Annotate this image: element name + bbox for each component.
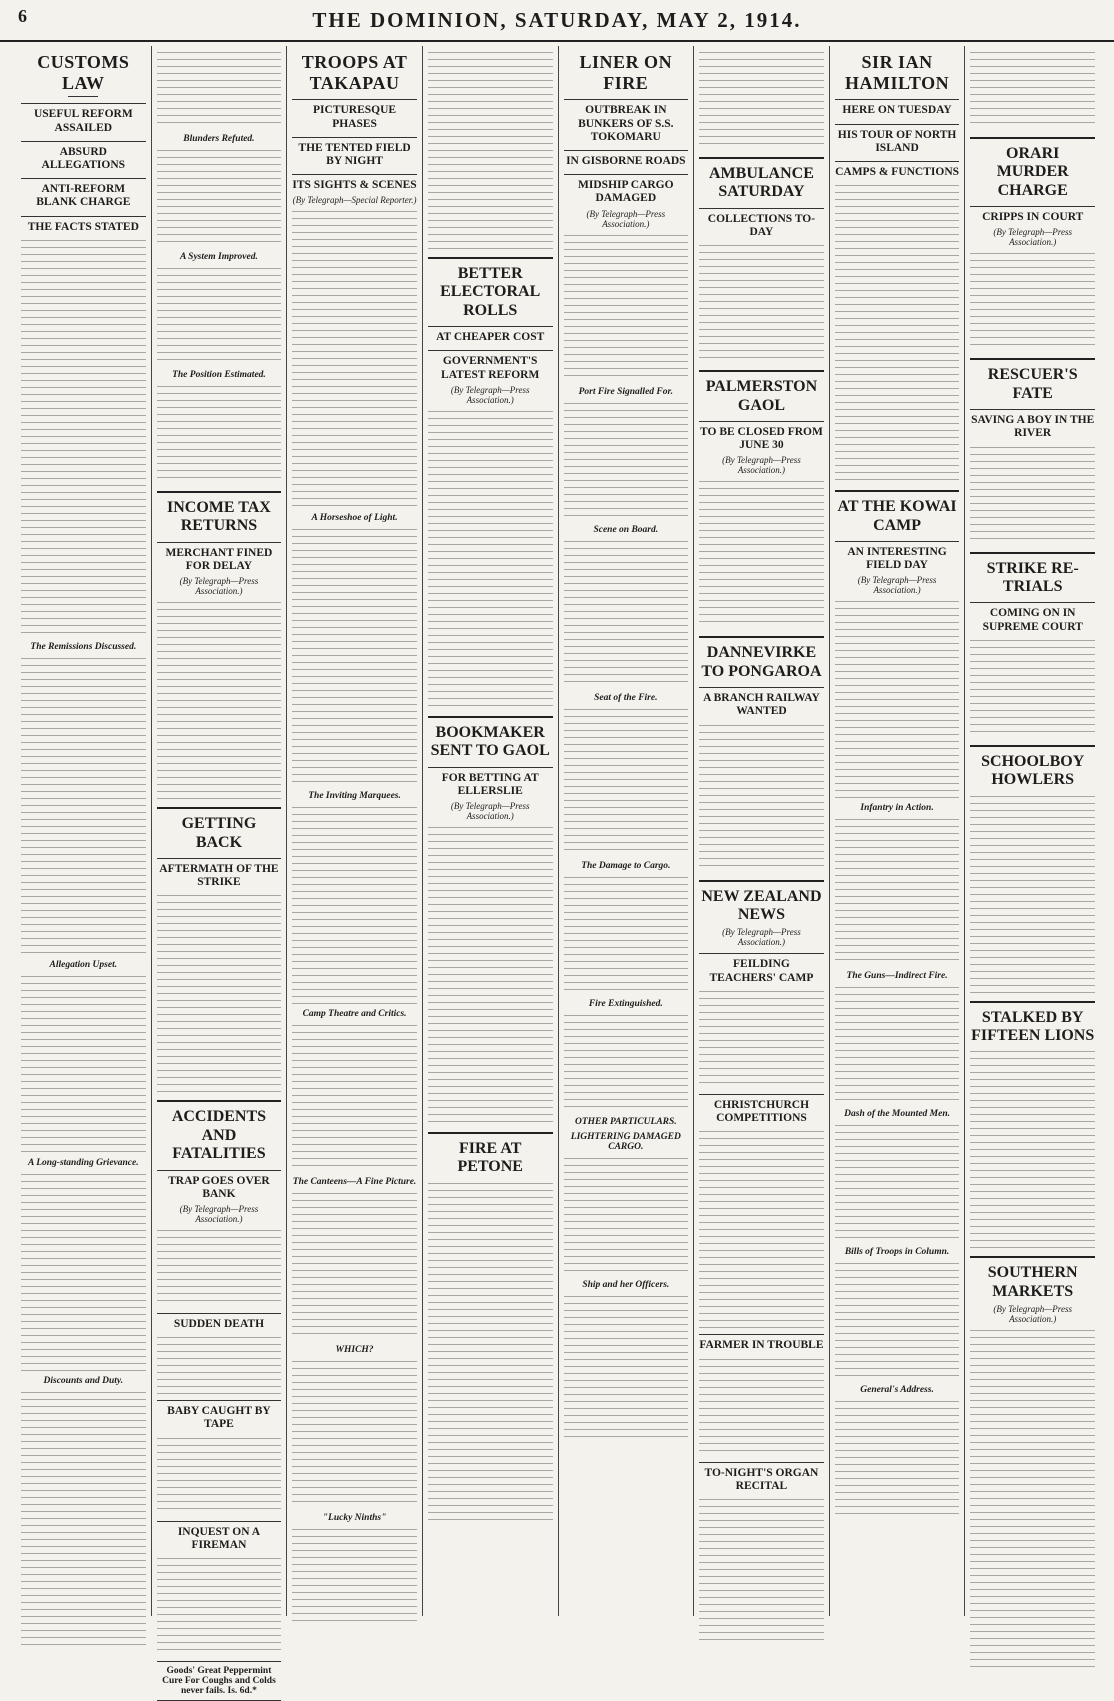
article-body bbox=[835, 1260, 960, 1380]
subheadline: CHRISTCHURCH COMPETITIONS bbox=[699, 1094, 824, 1125]
section-subhead: WHICH? bbox=[335, 1345, 374, 1356]
byline: (By Telegraph—Press Association.) bbox=[722, 927, 801, 948]
section-subhead: Seat of the Fire. bbox=[594, 692, 658, 703]
section-subhead: The Damage to Cargo. bbox=[581, 860, 671, 871]
article-body bbox=[835, 1398, 960, 1518]
section-subhead: Camp Theatre and Critics. bbox=[302, 1009, 407, 1020]
article-body bbox=[292, 526, 417, 786]
section-subhead: OTHER PARTICULARS. bbox=[574, 1116, 677, 1127]
subheadline: THE TENTED FIELD BY NIGHT bbox=[292, 137, 417, 168]
article-body bbox=[157, 1435, 282, 1515]
section-subhead: Fire Extinguished. bbox=[588, 998, 663, 1009]
article-body bbox=[157, 599, 282, 799]
article-body bbox=[970, 444, 1095, 544]
section-subhead: A Long-standing Grievance. bbox=[28, 1157, 139, 1168]
subheadline: MIDSHIP CARGO DAMAGED bbox=[564, 174, 689, 205]
byline: (By Telegraph—Press Association.) bbox=[586, 208, 666, 229]
section-subhead: General's Address. bbox=[860, 1385, 934, 1396]
article-body bbox=[564, 874, 689, 994]
byline: (By Telegraph—Special Reporter.) bbox=[292, 195, 417, 206]
headline: INCOME TAX RETURNS bbox=[157, 491, 282, 536]
masthead bbox=[0, 0, 1114, 42]
subheadline: SAVING A BOY IN THE RIVER bbox=[970, 409, 1095, 440]
article-body bbox=[428, 824, 553, 1124]
subheadline: INQUEST ON A FIREMAN bbox=[157, 1521, 282, 1552]
headline: NEW ZEALAND NEWS bbox=[699, 880, 824, 925]
section-subhead: Scene on Board. bbox=[593, 524, 659, 535]
subheadline: OUTBREAK IN BUNKERS OF S.S. TOKOMARU bbox=[564, 99, 689, 144]
column-5 bbox=[559, 46, 695, 1616]
headline: FIRE AT PETONE bbox=[428, 1132, 553, 1177]
article-body bbox=[564, 400, 689, 520]
headline: ORARI MURDER CHARGE bbox=[970, 137, 1095, 200]
headline: AMBULANCE SATURDAY bbox=[699, 157, 824, 202]
subheadline: AT CHEAPER COST bbox=[428, 326, 553, 344]
headline: ACCIDENTS AND FATALITIES bbox=[157, 1100, 282, 1163]
article-body bbox=[564, 1155, 689, 1275]
section-subhead: Port Fire Signalled For. bbox=[578, 386, 674, 397]
subheadline: SUDDEN DEATH bbox=[157, 1313, 282, 1331]
article-body bbox=[699, 988, 824, 1088]
article-body bbox=[835, 1122, 960, 1242]
byline: (By Telegraph—Press Association.) bbox=[993, 1304, 1072, 1325]
article-body bbox=[699, 1496, 824, 1646]
subheadline: ABSURD ALLEGATIONS bbox=[21, 141, 146, 172]
article-body bbox=[21, 1389, 146, 1649]
headline: SCHOOLBOY HOWLERS bbox=[970, 745, 1095, 790]
section-subhead: The Remissions Discussed. bbox=[30, 641, 137, 652]
article-body bbox=[970, 1048, 1095, 1248]
article-body bbox=[699, 722, 824, 872]
article-body bbox=[157, 49, 282, 129]
headline: DANNEVIRKE TO PONGAROA bbox=[699, 636, 824, 681]
subheadline: FEILDING TEACHERS' CAMP bbox=[699, 953, 824, 984]
article-body bbox=[699, 478, 824, 628]
subheadline: PICTURESQUE PHASES bbox=[292, 99, 417, 130]
subheadline: FOR BETTING AT ELLERSLIE bbox=[428, 767, 553, 798]
article-body bbox=[564, 1293, 689, 1443]
section-subhead: The Position Estimated. bbox=[172, 370, 266, 380]
subheadline: HERE ON TUESDAY bbox=[835, 99, 960, 117]
subheadline: A BRANCH RAILWAY WANTED bbox=[699, 687, 824, 718]
article-body bbox=[157, 147, 282, 247]
subheadline: HIS TOUR OF NORTH ISLAND bbox=[835, 124, 960, 155]
subheadline: CRIPPS IN COURT bbox=[970, 206, 1095, 224]
section-subhead: The Guns—Indirect Fire. bbox=[846, 971, 948, 982]
article-body bbox=[292, 1526, 417, 1626]
headline: SIR IAN HAMILTON bbox=[845, 52, 950, 93]
article-body bbox=[292, 804, 417, 1004]
column-6 bbox=[694, 46, 830, 1616]
article-body bbox=[699, 242, 824, 362]
columns bbox=[16, 46, 1100, 1697]
article-body bbox=[157, 1334, 282, 1394]
headline: STRIKE RE-TRIALS bbox=[970, 552, 1095, 597]
article-body bbox=[21, 237, 146, 637]
article-body bbox=[292, 1190, 417, 1340]
article-body bbox=[564, 706, 689, 856]
column-2 bbox=[152, 46, 288, 1697]
section-subhead: Dash of the Mounted Men. bbox=[844, 1109, 950, 1120]
article-body bbox=[157, 1227, 282, 1307]
byline: (By Telegraph—Press Association.) bbox=[722, 455, 801, 476]
section-subhead: Allegation Upset. bbox=[49, 959, 118, 970]
article-body bbox=[699, 1356, 824, 1456]
headline: RESCUER'S FATE bbox=[970, 358, 1095, 403]
section-subhead: The Inviting Marquees. bbox=[308, 791, 401, 802]
subheadline: USEFUL REFORM ASSAILED bbox=[21, 103, 146, 134]
section-subhead: Blunders Refuted. bbox=[183, 134, 255, 144]
article-body bbox=[835, 816, 960, 966]
article-body bbox=[970, 49, 1095, 129]
article-body bbox=[21, 1171, 146, 1371]
advertisement: Goods' Great Peppermint Cure For Coughs and Colds never fails. Is. 6d.* bbox=[157, 1661, 282, 1701]
headline: AT THE KOWAI CAMP bbox=[835, 490, 960, 535]
section-subhead: A Horseshoe of Light. bbox=[311, 513, 398, 524]
article-body bbox=[428, 49, 553, 249]
headline: CUSTOMS LAW bbox=[37, 52, 130, 93]
headline: PALMERSTON GAOL bbox=[699, 370, 824, 415]
subheadline: ANTI-REFORM BLANK CHARGE bbox=[21, 178, 146, 209]
column-7 bbox=[830, 46, 966, 1616]
byline: (By Telegraph—Press Association.) bbox=[450, 801, 530, 822]
subheadline: THE FACTS STATED bbox=[21, 216, 146, 234]
article-body bbox=[21, 655, 146, 955]
headline: TROOPS AT TAKAPAU bbox=[301, 52, 408, 93]
subheadline: AFTERMATH OF THE STRIKE bbox=[157, 858, 282, 889]
subheadline: FARMER IN TROUBLE bbox=[699, 1334, 824, 1352]
article-body bbox=[157, 1555, 282, 1655]
article-body bbox=[292, 208, 417, 508]
byline: (By Telegraph—Press Association.) bbox=[179, 1204, 259, 1225]
subheadline: IN GISBORNE ROADS bbox=[564, 150, 689, 168]
column-8 bbox=[965, 46, 1100, 1616]
article-body bbox=[970, 637, 1095, 737]
headline: BETTER ELECTORAL ROLLS bbox=[428, 257, 553, 320]
article-body bbox=[970, 250, 1095, 350]
column-3 bbox=[287, 46, 423, 1616]
section-subhead: "Lucky Ninths" bbox=[322, 1513, 387, 1524]
headline: BOOKMAKER SENT TO GAOL bbox=[428, 716, 553, 761]
article-body bbox=[428, 408, 553, 708]
section-subhead: The Canteens—A Fine Picture. bbox=[292, 1177, 417, 1188]
byline: (By Telegraph—Press Association.) bbox=[857, 575, 937, 596]
subheadline: BABY CAUGHT BY TAPE bbox=[157, 1400, 282, 1431]
paper-title: THE DOMINION, SATURDAY, MAY 2, 1914. bbox=[312, 7, 802, 32]
article-body bbox=[292, 1358, 417, 1508]
article-body bbox=[564, 1012, 689, 1112]
headline: GETTING BACK bbox=[157, 807, 282, 852]
byline: (By Telegraph—Press Association.) bbox=[179, 576, 259, 597]
section-subhead: Bills of Troops in Column. bbox=[844, 1247, 950, 1258]
article-body bbox=[835, 984, 960, 1104]
article-body bbox=[970, 793, 1095, 993]
subheadline: COMING ON IN SUPREME COURT bbox=[970, 602, 1095, 633]
article-body bbox=[699, 49, 824, 149]
headline: SOUTHERN MARKETS bbox=[970, 1256, 1095, 1301]
byline: (By Telegraph—Press Association.) bbox=[993, 227, 1072, 248]
article-body bbox=[970, 1327, 1095, 1667]
column-4 bbox=[423, 46, 559, 1616]
subheadline: GOVERNMENT'S LATEST REFORM bbox=[428, 350, 553, 381]
article-body bbox=[292, 1022, 417, 1172]
section-subhead: Infantry in Action. bbox=[860, 803, 934, 814]
subheadline: AN INTERESTING FIELD DAY bbox=[835, 541, 960, 572]
page-number: 6 bbox=[18, 6, 27, 26]
article-body bbox=[428, 1180, 553, 1520]
section-subhead: Ship and her Officers. bbox=[582, 1279, 670, 1290]
column-1 bbox=[16, 46, 152, 1616]
article-body bbox=[564, 232, 689, 382]
byline: (By Telegraph—Press Association.) bbox=[450, 384, 530, 405]
section-subhead: Discounts and Duty. bbox=[43, 1375, 124, 1386]
subheadline: ITS SIGHTS & SCENES bbox=[292, 174, 417, 192]
section-subhead: A System Improved. bbox=[180, 252, 258, 262]
subheadline: TO-NIGHT'S ORGAN RECITAL bbox=[699, 1462, 824, 1493]
subheadline: CAMPS & FUNCTIONS bbox=[835, 161, 960, 179]
subheadline: COLLECTIONS TO-DAY bbox=[699, 208, 824, 239]
article-body bbox=[835, 182, 960, 482]
headline: LINER ON FIRE bbox=[579, 52, 673, 93]
article-body bbox=[564, 538, 689, 688]
article-body bbox=[21, 973, 146, 1153]
article-body bbox=[157, 892, 282, 1092]
subheadline: TRAP GOES OVER BANK bbox=[157, 1170, 282, 1201]
headline: STALKED BY FIFTEEN LIONS bbox=[970, 1001, 1095, 1046]
subheadline: TO BE CLOSED FROM JUNE 30 bbox=[699, 421, 824, 452]
article-body bbox=[157, 265, 282, 365]
article-body bbox=[699, 1128, 824, 1328]
subheadline: MERCHANT FINED FOR DELAY bbox=[157, 542, 282, 573]
article-body bbox=[157, 383, 282, 483]
section-subhead: LIGHTERING DAMAGED CARGO. bbox=[570, 1131, 681, 1152]
article-body bbox=[835, 598, 960, 798]
